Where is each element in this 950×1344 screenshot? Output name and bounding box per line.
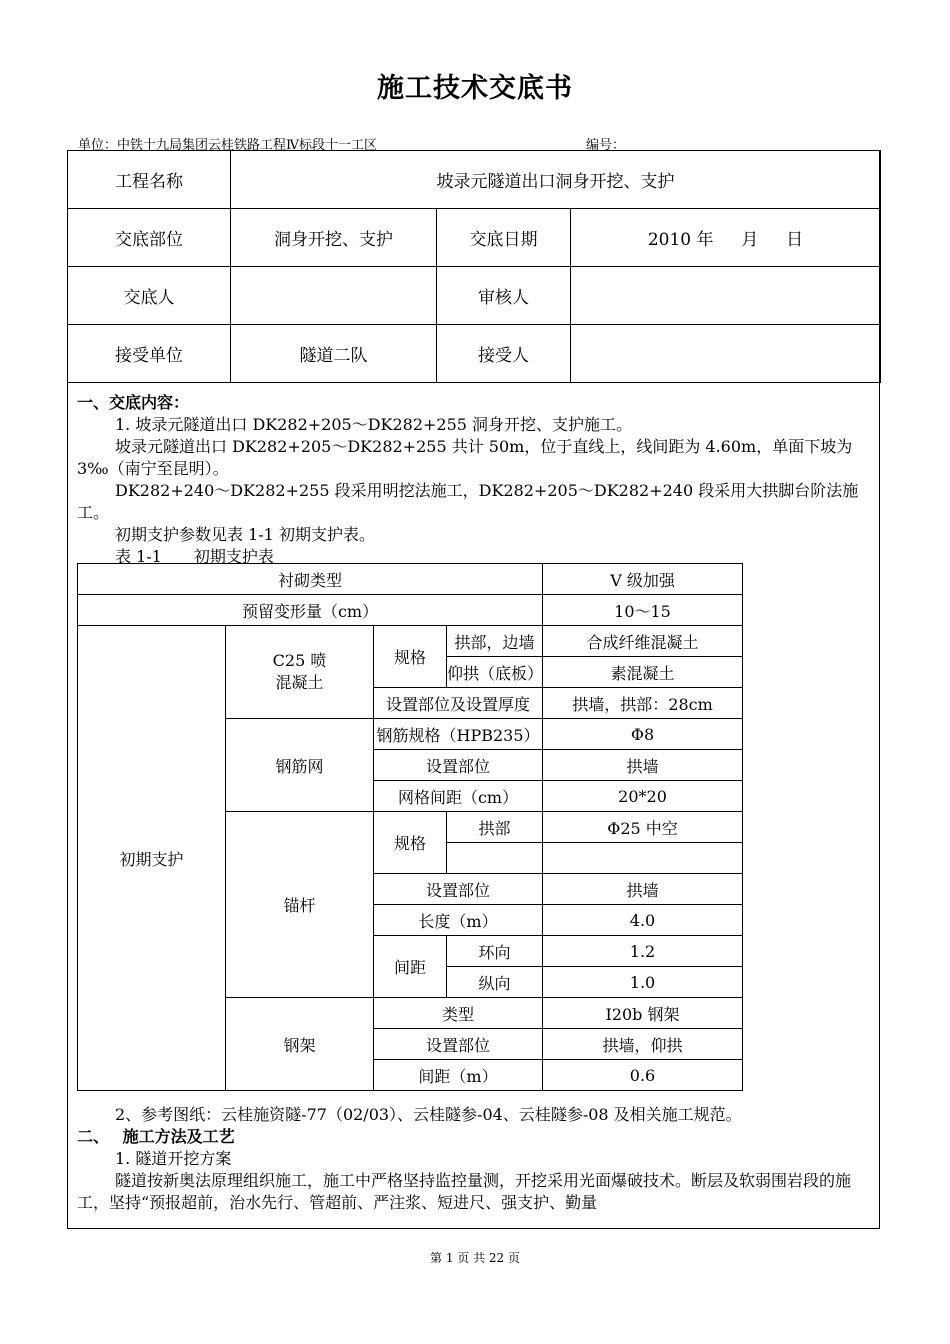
method-paragraph: 隧道按新奥法原理组织施工，施工中严格坚持监控量测，开挖采用光面爆破技术。断层及软弱围岩段的施工，坚持“预报超前，治水先行、管超前、严注浆、短进尺、强支护、勤量 [77,1171,852,1212]
after-table-body [77,1104,877,1214]
table-row [68,325,881,383]
project-name-label: 工程名称 [68,151,231,209]
hoop-value: 1.2 [543,936,743,967]
bolt-empty-value [543,843,743,874]
bolt-length-label: 长度（m） [374,905,543,936]
table-row [68,151,881,209]
frame-spacing-value: 0.6 [543,1060,743,1091]
document-title: 施工技术交底书 [377,73,573,104]
date-value: 2010 年 月 日 [571,209,881,267]
table-row [68,267,881,325]
table-row [78,626,819,657]
frame-type-label: 类型 [374,998,543,1029]
blank-cell [743,812,819,843]
table-caption: 表 1-1 初期支护表 [115,547,274,566]
table-row [78,564,819,595]
initial-support-table [77,563,819,1091]
paragraph-2: DK282+240～DK282+255 段采用明挖法施工，DK282+205～DK282+240 段采用大拱脚台阶法施工。 [77,481,859,522]
reviewer-label: 审核人 [437,267,571,325]
paragraph-1: 坡录元隧道出口 DK282+205～DK282+255 共计 50m，位于直线上，线间距为 4.60m，单面下坡为 3‰（南宁至昆明）。 [77,437,853,478]
mesh-spacing-value: 20*20 [543,781,743,812]
blank-cell [743,967,819,998]
page-footer: 第 1 页 共 22 页 [430,1251,520,1265]
lining-type-value: V 级加强 [543,564,743,595]
content-body [77,392,877,568]
frame-label: 钢架 [226,998,374,1091]
deform-value: 10～15 [543,595,743,626]
bolt-spacing-label: 间距 [374,936,447,998]
sub1-heading: 1. 隧道开挖方案 [115,1149,232,1168]
table-row [78,595,819,626]
initial-support-label: 初期支护 [78,626,226,1091]
blank-cell [743,843,819,874]
date-label: 交底日期 [437,209,571,267]
invert-label: 仰拱（底板） [447,657,543,688]
blank-cell [743,998,819,1029]
rebar-spec-value: Φ8 [543,719,743,750]
arch-wall-label: 拱部，边墙 [447,626,543,657]
mesh-spacing-label: 网格间距（cm） [374,781,543,812]
longi-value: 1.0 [543,967,743,998]
part-value: 洞身开挖、支护 [231,209,437,267]
thickness-value: 拱墙，拱部：28cm [543,688,743,719]
blank-cell [743,657,819,688]
item1-text: 1. 坡录元隧道出口 DK282+205～DK282+255 洞身开挖、支护施工。 [115,415,633,434]
reviewer-value [571,267,881,325]
blank-cell [743,1060,819,1091]
arch-wall-value: 合成纤维混凝土 [543,626,743,657]
presenter-value [231,267,437,325]
section2-heading: 二、 施工方法及工艺 [77,1127,235,1146]
section1-heading: 一、交底内容： [77,393,190,412]
blank-cell [743,936,819,967]
bolt-spec-label: 规格 [374,812,447,874]
blank-cell [743,750,819,781]
bolt-empty-cell [447,843,543,874]
receiver-value [571,325,881,383]
part-label: 交底部位 [68,209,231,267]
mesh-location-value: 拱墙 [543,750,743,781]
bolt-length-value: 4.0 [543,905,743,936]
shotcrete-label: C25 喷 混凝土 [226,626,374,719]
frame-type-value: I20b 钢架 [543,998,743,1029]
presenter-label: 交底人 [68,267,231,325]
frame-location-value: 拱墙，仰拱 [543,1029,743,1060]
unit-line: 单位：中铁十九局集团云桂铁路工程Ⅳ标段十一工区 [78,138,377,153]
item2-text: 2、参考图纸：云桂施资隧-77（02/03）、云桂隧参-04、云桂隧参-08 及相关施工规范。 [115,1105,742,1124]
deform-label: 预留变形量（cm） [78,595,543,626]
lining-type-label: 衬砌类型 [78,564,543,595]
blank-cell [743,688,819,719]
bolt-location-label: 设置部位 [374,874,543,905]
blank-cell [743,905,819,936]
blank-cell [743,719,819,750]
receiver-unit-value: 隧道二队 [231,325,437,383]
blank-cell [743,626,819,657]
bolt-label: 锚杆 [226,812,374,998]
receiver-label: 接受人 [437,325,571,383]
bolt-arch-value: Φ25 中空 [543,812,743,843]
paragraph-3: 初期支护参数见表 1-1 初期支护表。 [115,525,375,544]
blank-cell [743,595,819,626]
longi-label: 纵向 [447,967,543,998]
table-row [68,209,881,267]
spec-label: 规格 [374,626,447,688]
project-name-value: 坡录元隧道出口洞身开挖、支护 [231,151,881,209]
mesh-location-label: 设置部位 [374,750,543,781]
bolt-arch-label: 拱部 [447,812,543,843]
bolt-location-value: 拱墙 [543,874,743,905]
invert-value: 素混凝土 [543,657,743,688]
header-table [67,150,881,383]
blank-cell [743,1029,819,1060]
blank-cell [743,781,819,812]
serial-number-label: 编号： [586,138,626,153]
hoop-label: 环向 [447,936,543,967]
frame-spacing-label: 间距（m） [374,1060,543,1091]
thickness-label: 设置部位及设置厚度 [374,688,543,719]
mesh-label: 钢筋网 [226,719,374,812]
blank-cell [743,564,819,595]
receiver-unit-label: 接受单位 [68,325,231,383]
rebar-spec-label: 钢筋规格（HPB235） [374,719,543,750]
frame-location-label: 设置部位 [374,1029,543,1060]
blank-cell [743,874,819,905]
